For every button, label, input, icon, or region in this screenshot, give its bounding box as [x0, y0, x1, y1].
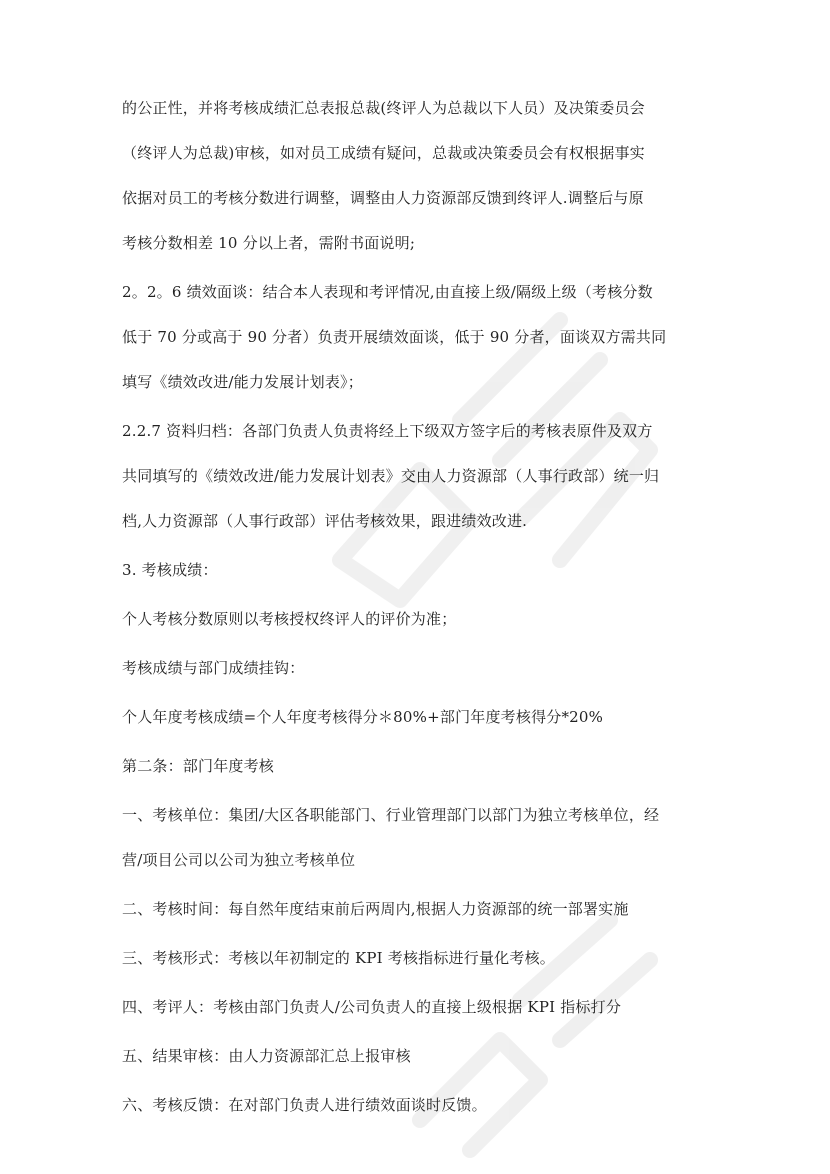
- section-heading: 3. 考核成绩：: [122, 561, 218, 579]
- text-line: 四、考评人：考核由部门负责人/公司负责人的直接上级根据 KPI 指标打分: [122, 998, 622, 1016]
- text-line: 2.2.7 资料归档：各部门负责人负责将经上下级双方签字后的考核表原件及双方: [122, 422, 653, 440]
- text-line: 填写《绩效改进/能力发展计划表》；: [122, 373, 363, 391]
- text-line: 五、结果审核：由人力资源部汇总上报审核: [122, 1047, 411, 1065]
- document-body: [122, 96, 722, 1117]
- text-line: 低于 70 分或高于 90 分者）负责开展绩效面谈，低于 90 分者，面谈双方需共同: [122, 328, 667, 346]
- text-line: 营/项目公司以公司为独立考核单位: [122, 851, 356, 869]
- text-line: 档,人力资源部（人事行政部）评估考核效果，跟进绩效改进.: [122, 512, 528, 530]
- text-line: 六、考核反馈：在对部门负责人进行绩效面谈时反馈。: [122, 1096, 487, 1114]
- text-line: 个人考核分数原则以考核授权终评人的评价为准；: [122, 610, 457, 628]
- text-line: （终评人为总裁)审核，如对员工成绩有疑问，总裁或决策委员会有权根据事实: [122, 144, 645, 162]
- text-line: 一、考核单位：集团/大区各职能部门、行业管理部门以部门为独立考核单位，经: [122, 806, 660, 824]
- text-line: 共同填写的《绩效改进/能力发展计划表》交由人力资源部（人事行政部）统一归: [122, 467, 660, 485]
- formula-line: 个人年度考核成绩=个人年度考核得分＊80%+部门年度考核得分*20%: [122, 708, 604, 726]
- text-line: 的公正性，并将考核成绩汇总表报总裁(终评人为总裁以下人员）及决策委员会: [122, 99, 645, 117]
- text-line: 二、考核时间：每自然年度结束前后两周内,根据人力资源部的统一部署实施: [122, 900, 629, 918]
- text-line: 考核成绩与部门成绩挂钩：: [122, 659, 305, 677]
- text-line: 考核分数相差 10 分以上者，需附书面说明;: [122, 234, 416, 252]
- text-line: 依据对员工的考核分数进行调整，调整由人力资源部反馈到终评人.调整后与原: [122, 189, 644, 207]
- article-heading: 第二条：部门年度考核: [122, 757, 275, 775]
- text-line: 三、考核形式：考核以年初制定的 KPI 考核指标进行量化考核。: [122, 949, 555, 967]
- text-line: 2。2。6 绩效面谈：结合本人表现和考评情况,由直接上级/隔级上级（考核分数: [122, 283, 653, 301]
